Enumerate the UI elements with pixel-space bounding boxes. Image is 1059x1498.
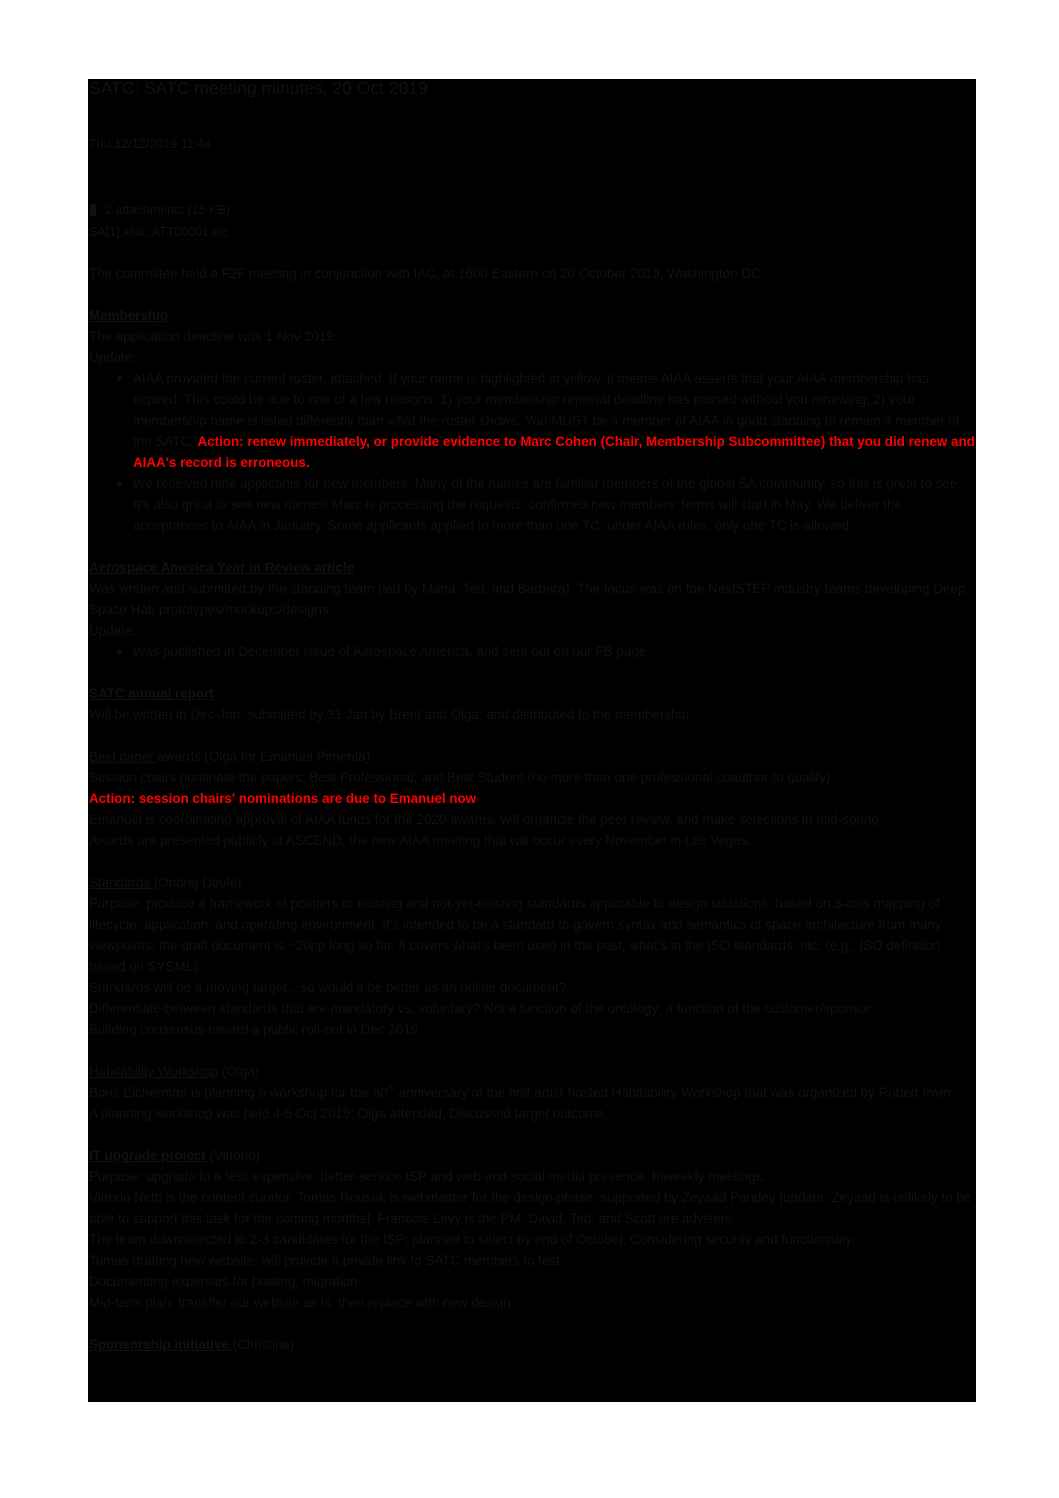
it-upgrade-heading-rest: (Vittorio) (205, 1148, 260, 1163)
best-paper-action: Action: session chairs' nominations are due to Emanuel now (89, 791, 477, 806)
bullet-icon (117, 481, 122, 486)
it-upgrade-team: Vittorio Netti is the content curator. Tomas Rousek is webmaster for the design phase, supported by Zeyaad Pandey [update: Zeyaad is unlikely to be able to support this task for the coming months]. Francois Levy is the PM. David, Ted, and Scott are advisers. (89, 1190, 972, 1226)
roster-text: AIAA provided the current roster, attached. If your name is highlighted in yellow, it means AIAA asserts that your AIAA membership has expired. This could be due to one of a few reasons: 1) your membership renewal deadline has passed without you renewing; 2) your membership name is listed differently than what the roster shows. You MUST be a member of AIAA in good standing to remain a member of the SATC. (133, 371, 960, 449)
membership-update-label: Update: (89, 350, 136, 365)
best-paper-section (89, 746, 976, 851)
habitability-heading-rest: (Olga) (218, 1064, 260, 1079)
standards-moving-target: Standards will be a moving target…so would it be better as an online document? (89, 980, 567, 995)
habitability-planning: A planning workshop was held 4-5 Oct 2019; Olga attended. Discussed target outcome. (89, 1106, 608, 1121)
membership-heading: Membership (89, 308, 168, 323)
email-title: SATC: SATC meeting minutes, 20 Oct 2019 (89, 79, 428, 98)
it-upgrade-isp: The team downselected to 2-3 candidates for the ISP; planned to select by end of October. Considering security and functionality. (89, 1232, 855, 1247)
email-page (88, 79, 976, 1402)
best-paper-heading-rest: awards (Olga for Emanuel Pimenta) (157, 749, 371, 764)
list-item (133, 368, 976, 473)
standards-purpose: Purpose: produce a framework of pointers to existing and not-yet-existing standards applicable to design situations, based on 3-axis mapping of lifecycle, application, and operating environment. It's intended to be a standard to govern syntax and semantics of space architecture from many viewpoints; the draft document is ~20pp long so far. It covers what's been used in the past, what's in the ISO standards, etc. (e.g., ISO definition based on SYSML). (89, 896, 942, 974)
membership-action: Action: renew immediately, or provide evidence to Marc Cohen (Chair, Membership Subcommittee) that you did renew and AIAA's record is erroneous. (133, 434, 975, 470)
membership-bullets (89, 368, 976, 536)
paperclip-icon (90, 204, 96, 216)
list-item (133, 473, 976, 536)
habitability-section (89, 1061, 976, 1124)
standards-section (89, 872, 976, 1040)
standards-heading-rest: (Ondrej Doule) (153, 875, 242, 890)
attachments-count: 2 attachments (16 KB) (105, 203, 231, 217)
standards-heading: Standards (89, 875, 154, 890)
best-paper-nominations: Session chairs nominate the papers: Best Professional; and Best Student (no more than one professional coauthor to qualify) (89, 770, 831, 785)
annual-report-heading: SATC annual report (89, 686, 214, 701)
it-upgrade-website: Tomas drafting new website; will provide a private link to SATC members to test. (89, 1253, 564, 1268)
standards-consensus: Building consensus toward a public roll-out in Dec 2019. (89, 1022, 422, 1037)
standards-differentiate: Differentiate between standards that are mandatory vs. voluntary? Not a function of the ontology; a function of the customer/sponsor. (89, 1001, 875, 1016)
attachment-files[interactable]: SA[1].xlsx; ATT00001.txt; (89, 225, 230, 239)
aerospace-update-label: Update: (89, 623, 136, 638)
it-upgrade-plan: Mid-term plan: transffer our website as is, then replace with new design. (89, 1295, 515, 1310)
list-item (133, 641, 976, 662)
aerospace-section (89, 557, 976, 662)
aerospace-text: Was written and submitted by the standing team (led by Maria, Ted, and Barbara). The focus was on the NextSTEP industry teams developing Deep Space Hab prototypes/mockups/designs. (89, 581, 966, 617)
intro-paragraph: The committee held a F2F meeting in conjunction with IAC, at 1600 Eastern on 20 October 2019, Washington DC. (89, 266, 765, 281)
it-upgrade-expenses: Documenting expenses for hosting, migration… (89, 1274, 372, 1289)
sponsorship-section (89, 1334, 976, 1355)
it-upgrade-section (89, 1145, 976, 1313)
published-text: Was published in December issue of Aerospace America, and sent out on our FB page. (133, 644, 650, 659)
bullet-icon (117, 649, 122, 654)
habitability-heading: Habitability Workshop (89, 1064, 219, 1079)
best-paper-ascend: Awards are presented publicly at ASCEND, the new AIAA meeting that will occur every November in Las Vegas. (89, 833, 752, 848)
annual-report-section (89, 683, 976, 725)
applicants-text: We received nine applicants for new members. Many of the names are familiar members of the global SA community, so this is great to see. It's also great to see new names! Marc is processing the requests: confirmed new members' terms will start in May. We deliver the acceptances to AIAA in January. Some applicants applied to more than one TC: under AIAA rules, only one TC is allowed. (133, 476, 961, 533)
sponsorship-heading: Sponsorship initiative (89, 1337, 233, 1352)
bullet-icon (117, 376, 122, 381)
habitability-text: Boris Eicherman is planning a workshop for the 50th anniversary of the first artist-hosted Habitability Workshop that was organized by Robert Irwin. (89, 1083, 955, 1100)
best-paper-funds: Emanuel is coordinating approval of AIAA funds for the 2020 awards, will organize the peer review, and make selections in mid-spring. (89, 812, 883, 827)
annual-report-text: Will be written in Dec-Jan, submitted by 31 Jan by Brent and Olga, and distributed to the membership. (89, 707, 693, 722)
attachments-summary[interactable] (89, 199, 976, 221)
membership-section (89, 305, 976, 536)
aerospace-bullets (89, 641, 976, 662)
membership-deadline: The application deadline was 1 Nov 2019. (89, 329, 338, 344)
email-datetime: Thu 12/12/2019 11:44 (89, 137, 212, 151)
aerospace-heading: Aerospace America Year in Review article (89, 560, 354, 575)
it-upgrade-heading: IT upgrade project (89, 1148, 206, 1163)
sponsorship-heading-rest: (Christina) (232, 1337, 295, 1352)
best-paper-heading: Best paper (89, 749, 158, 764)
it-upgrade-purpose: Purpose: upgrade to a less expensive, better-service ISP and web and social media presence. Biweekly meetings. (89, 1169, 767, 1184)
